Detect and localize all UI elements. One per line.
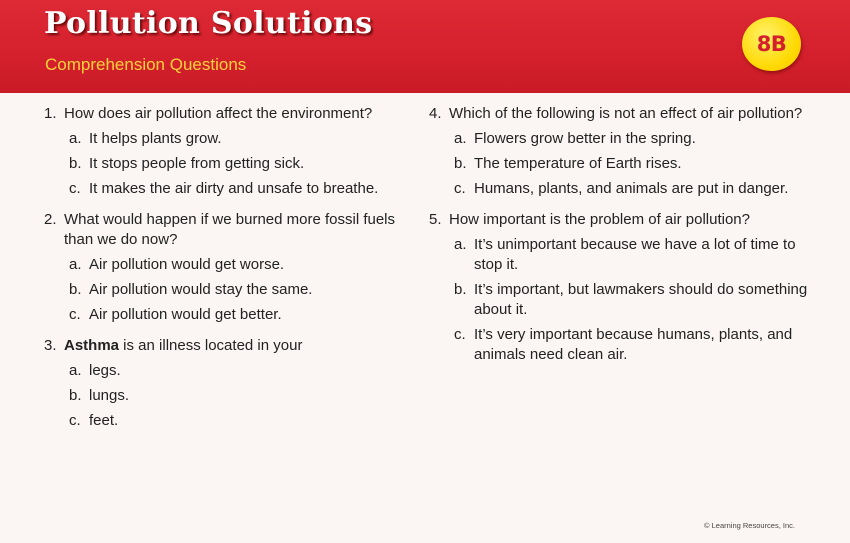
answer-option [64,411,404,431]
card-number: 8B [756,32,787,56]
answer-text: lungs. [89,387,130,404]
answer-text: feet. [89,412,119,429]
answer-text: The temperature of Earth rises. [474,155,682,172]
left-column [44,104,404,431]
question-text: How does air pollution affect the environment? [64,105,373,122]
answer-letter: c. [69,412,81,429]
question-3 [44,336,404,431]
question-text: Which of the following is not an effect of air pollution? [449,105,803,122]
answer-list [449,129,809,199]
answer-text: It makes the air dirty and unsafe to breathe. [89,180,379,197]
question-text [64,336,404,356]
answer-option [449,235,809,275]
answer-letter: a. [454,130,467,147]
answer-option [64,305,404,325]
answer-text: It helps plants grow. [89,130,222,147]
answer-text: Flowers grow better in the spring. [474,130,696,147]
answer-letter: b. [69,281,82,298]
question-text-rest: is an illness located in your [119,337,303,354]
answer-option [64,179,404,199]
answer-option [449,129,809,149]
answer-letter: a. [454,236,467,253]
answer-letter: a. [69,362,82,379]
question-number: 4. [429,105,442,122]
copyright-notice: © Learning Resources, Inc. [704,521,795,530]
question-text: What would happen if we burned more fossil fuels than we do now? [64,211,396,248]
page-subtitle: Comprehension Questions [45,55,247,74]
answer-text: Air pollution would stay the same. [89,281,313,298]
answer-list [64,361,404,431]
question-number: 5. [429,211,442,228]
answer-letter: b. [454,281,467,298]
answer-text: Air pollution would get better. [89,306,282,323]
answer-text: Air pollution would get worse. [89,256,285,273]
answer-option [449,154,809,174]
answer-text: legs. [89,362,121,379]
answer-letter: a. [69,130,82,147]
answer-letter: b. [69,155,82,172]
answer-option [449,325,809,365]
answer-option [64,129,404,149]
right-column [429,104,809,365]
question-5 [429,210,809,365]
answer-letter: c. [69,180,81,197]
answer-letter: b. [69,387,82,404]
answer-option [64,386,404,406]
answer-option [449,179,809,199]
page-title: Pollution Solutions [44,6,373,41]
question-number: 1. [44,105,57,122]
answer-letter: a. [69,256,82,273]
answer-text: It’s important, but lawmakers should do something about it. [474,281,808,318]
answer-list [449,235,809,365]
answer-letter: c. [454,180,466,197]
question-1 [44,104,404,199]
answer-option [64,255,404,275]
answer-option [449,280,809,320]
answer-option [64,154,404,174]
answer-text: It’s very important because humans, plants, and animals need clean air. [474,326,793,363]
header-banner [0,0,850,93]
question-text: How important is the problem of air pollution? [449,211,750,228]
question-4 [429,104,809,199]
answer-option [64,361,404,381]
card-number-badge [742,17,801,71]
answer-option [64,280,404,300]
answer-text: It stops people from getting sick. [89,155,305,172]
answer-letter: c. [69,306,81,323]
question-number: 2. [44,211,57,228]
answer-list [64,255,404,325]
question-2 [44,210,404,325]
answer-text: It’s unimportant because we have a lot of time to stop it. [474,236,796,273]
answer-letter: b. [454,155,467,172]
answer-letter: c. [454,326,466,343]
answer-list [64,129,404,199]
question-number: 3. [44,337,57,354]
bold-term: Asthma [64,337,120,354]
answer-text: Humans, plants, and animals are put in danger. [474,180,789,197]
